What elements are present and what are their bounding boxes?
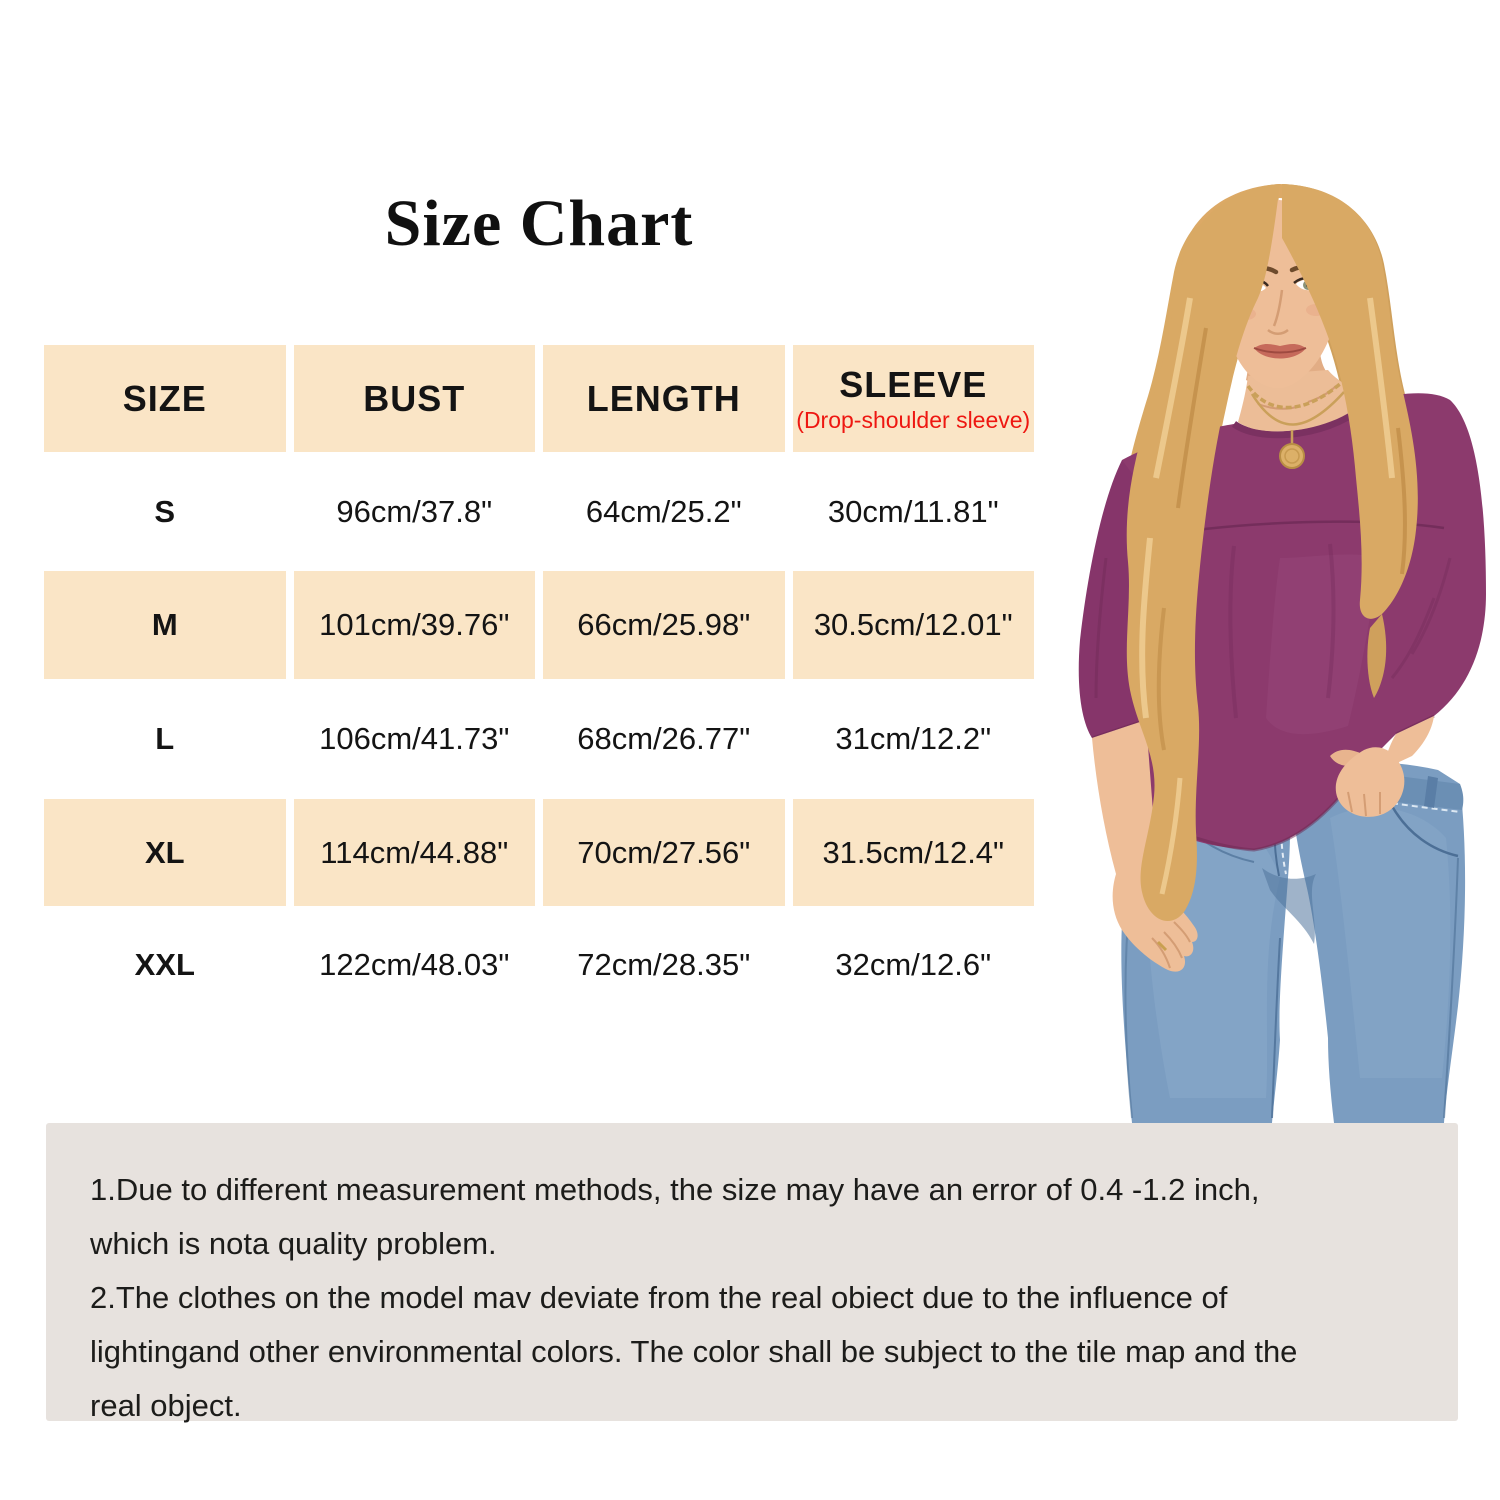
header-bust: BUST bbox=[294, 345, 536, 452]
row-l-size: L bbox=[155, 721, 175, 757]
row-xxl-bust: 122cm/48.03" bbox=[319, 947, 510, 983]
note-line: lightingand other environmental colors. The color shall be subject to the tile map and the bbox=[90, 1334, 1298, 1369]
row-xl-bust: 114cm/44.88" bbox=[294, 799, 536, 906]
notes-box bbox=[46, 1123, 1458, 1421]
row-s-bust: 96cm/37.8" bbox=[336, 493, 493, 529]
row-l-length: 68cm/26.77" bbox=[577, 721, 751, 757]
header-length: LENGTH bbox=[543, 345, 785, 452]
model-illustration bbox=[1030, 178, 1500, 1123]
model-photo bbox=[1030, 178, 1500, 1123]
row-s-size: S bbox=[154, 493, 176, 529]
note-line: which is nota quality problem. bbox=[90, 1226, 497, 1261]
note-line: real object. bbox=[90, 1388, 242, 1423]
row-xxl-length: 72cm/28.35" bbox=[577, 947, 751, 983]
row-xl-size: XL bbox=[44, 799, 286, 906]
row-xxl-size: XXL bbox=[134, 947, 195, 983]
row-m-bust: 101cm/39.76" bbox=[294, 571, 536, 679]
sleeve-subnote: (Drop-shoulder sleeve) bbox=[796, 406, 1031, 433]
row-l-bust: 106cm/41.73" bbox=[319, 721, 510, 757]
row-m-length: 66cm/25.98" bbox=[543, 571, 785, 679]
page-title: Size Chart bbox=[384, 187, 694, 260]
row-m-sleeve: 30.5cm/12.01" bbox=[793, 571, 1035, 679]
row-xl-sleeve: 31.5cm/12.4" bbox=[793, 799, 1035, 906]
row-l-sleeve: 31cm/12.2" bbox=[835, 721, 992, 757]
row-m-size: M bbox=[44, 571, 286, 679]
header-size: SIZE bbox=[44, 345, 286, 452]
row-xl-length: 70cm/27.56" bbox=[543, 799, 785, 906]
row-s-length: 64cm/25.2" bbox=[585, 493, 742, 529]
header-sleeve-label: SLEEVE bbox=[839, 363, 988, 405]
header-sleeve bbox=[793, 345, 1035, 452]
row-xxl-sleeve: 32cm/12.6" bbox=[835, 947, 992, 983]
note-line: 2.The clothes on the model mav deviate from the real obiect due to the influence of bbox=[90, 1280, 1228, 1315]
size-table bbox=[44, 345, 1034, 1024]
row-s-sleeve: 30cm/11.81" bbox=[827, 493, 999, 529]
note-line: 1.Due to different measurement methods, the size may have an error of 0.4 -1.2 inch, bbox=[90, 1172, 1260, 1207]
